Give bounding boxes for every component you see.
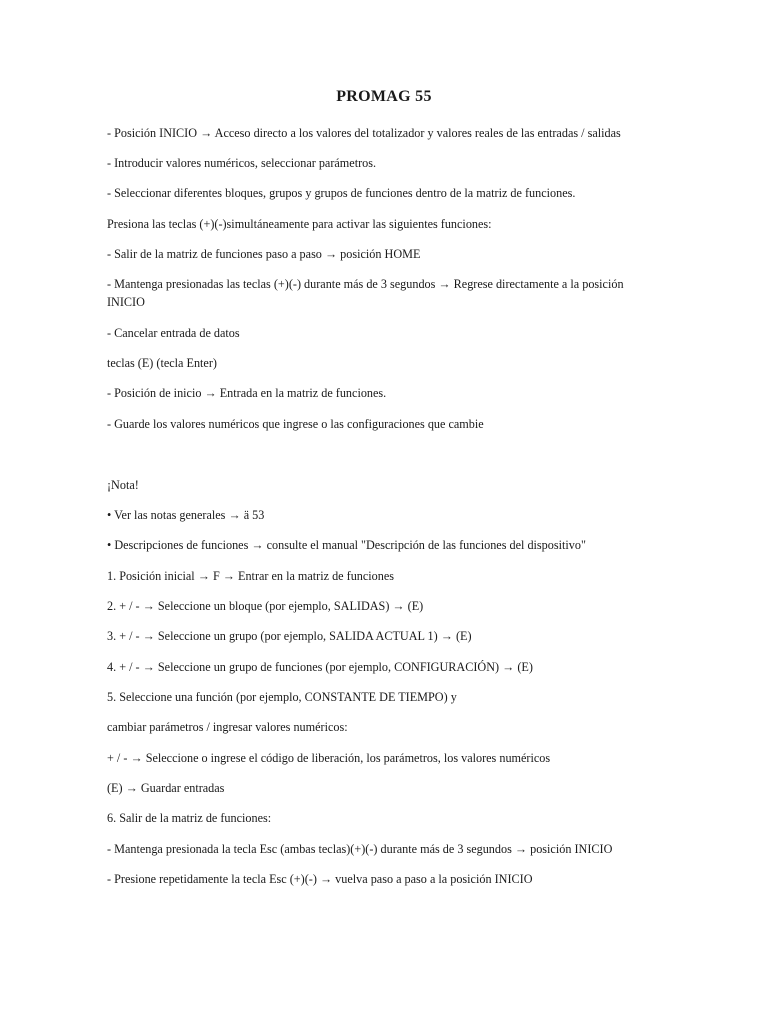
step-item: 2. + / - → Seleccione un bloque (por ejemplo, SALIDAS) → (E) <box>107 599 424 613</box>
note-heading: ¡Nota! <box>107 478 139 492</box>
text-line: - Posición de inicio → Entrada en la matriz de funciones. <box>107 386 387 400</box>
step-item: 3. + / - → Seleccione un grupo (por ejemplo, SALIDA ACTUAL 1) → (E) <box>107 629 472 643</box>
step-item: 4. + / - → Seleccione un grupo de funciones (por ejemplo, CONFIGURACIÓN) → (E) <box>107 660 533 674</box>
text-line: (E) → Guardar entradas <box>107 781 225 795</box>
text-line: Presiona las teclas (+)(-)simultáneamente para activar las siguientes funciones: <box>107 217 492 231</box>
text-line: + / - → Seleccione o ingrese el código de liberación, los parámetros, los valores numéricos <box>107 751 551 765</box>
text-line: - Seleccionar diferentes bloques, grupos y grupos de funciones dentro de la matriz de funciones. <box>107 186 576 200</box>
text-line: - Guarde los valores numéricos que ingrese o las configuraciones que cambie <box>107 417 484 431</box>
text-line: - Mantenga presionadas las teclas (+)(-) durante más de 3 segundos → Regrese directamente a la posición INICIO <box>107 277 624 309</box>
text-line: - Mantenga presionada la tecla Esc (ambas teclas)(+)(-) durante más de 3 segundos → posición INICIO <box>107 842 613 856</box>
text-line: - Posición INICIO → Acceso directo a los valores del totalizador y valores reales de las entradas / salidas <box>107 126 621 140</box>
page-title: PROMAG 55 <box>336 88 432 105</box>
step-item: 6. Salir de la matriz de funciones: <box>107 811 272 825</box>
text-line: teclas (E) (tecla Enter) <box>107 356 217 370</box>
text-line: - Presione repetidamente la tecla Esc (+)(-) → vuelva paso a paso a la posición INICIO <box>107 872 533 886</box>
text-line: - Salir de la matriz de funciones paso a paso → posición HOME <box>107 247 421 261</box>
step-item: 5. Seleccione una función (por ejemplo, CONSTANTE DE TIEMPO) y <box>107 690 457 704</box>
bullet-item: • Descripciones de funciones → consulte el manual "Descripción de las funciones del dispositivo" <box>107 538 586 552</box>
text-line: - Introducir valores numéricos, seleccionar parámetros. <box>107 156 377 170</box>
text-line: - Cancelar entrada de datos <box>107 326 240 340</box>
step-item: 1. Posición inicial → F → Entrar en la matriz de funciones <box>107 569 395 583</box>
text-line: cambiar parámetros / ingresar valores numéricos: <box>107 720 348 734</box>
bullet-item: • Ver las notas generales → ä 53 <box>107 508 265 522</box>
